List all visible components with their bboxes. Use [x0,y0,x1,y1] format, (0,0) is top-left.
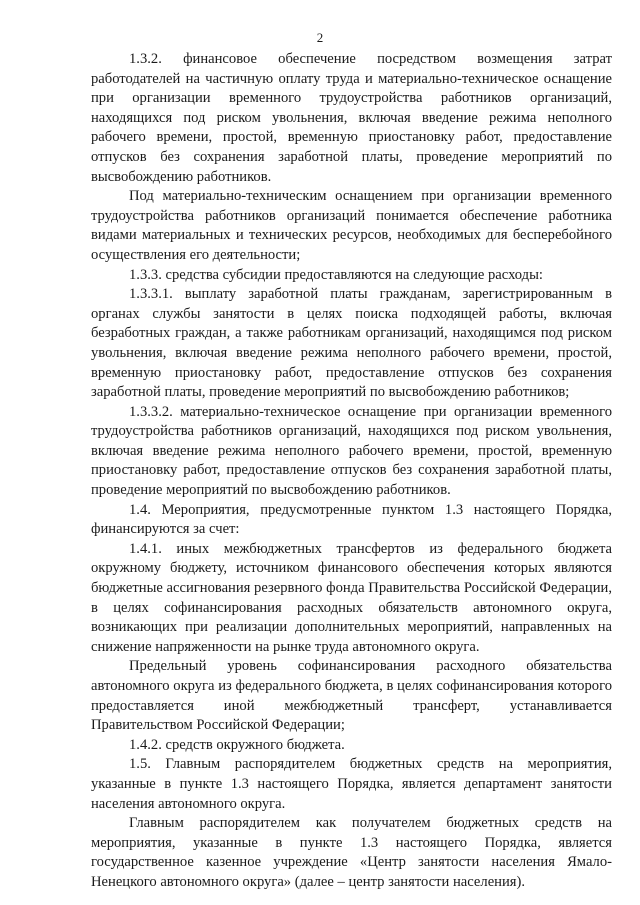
paragraph-1-4: 1.4. Мероприятия, предусмотренные пунктом 1.3 настоящего Порядка, финансируются за счет: [91,501,612,538]
paragraph-1-3-3: 1.3.3. средства субсидии предоставляются на следующие расходы: [129,266,543,283]
paragraph-main-recipient: Главным распорядителем как получателем бюджетных средств на мероприятия, указанные в пункте 1.3 настоящего Порядка, является государственное казенное учреждение «Центр занятости населения Ямало-Ненецкого автономного округа» (далее – центр занятости населения). [91,815,612,890]
page-number: 2 [316,30,324,45]
paragraph-cofinancing-level: Предельный уровень софинансирования расходного обязательства автономного округа из федерального бюджета, в целях софинансирования которого предоставляется иной межбюджетный трансферт, устанавливается Правительством Российской Федерации; [91,658,612,734]
paragraph-1-4-1: 1.4.1. иных межбюджетных трансфертов из федерального бюджета окружному бюджету, источником финансового обеспечения которых являются бюджетные ассигнования резервного фонда Правительства Российской Федерации, в целях софинансирования расходных обязательств автономного округа, возникающих при реализации дополнительных мероприятий, направленных на снижение напряженности на рынке труда автономного округа. [91,540,612,655]
paragraph-1-4-2: 1.4.2. средств окружного бюджета. [129,736,345,753]
document-body [91,50,612,893]
paragraph-1-5: 1.5. Главным распорядителем бюджетных средств на мероприятия, указанные в пункте 1.3 настоящего Порядка, является департамент занятости населения автономного округа. [91,756,612,812]
paragraph-1-3-3-2: 1.3.3.2. материально-техническое оснащение при организации временного трудоустройства работников организаций, находящихся под риском увольнения, включая введение режима неполного рабочего времени, простой, временную приостановку работ, предоставление отпусков без сохранения заработной платы, проведение мероприятий по высвобождению работников. [91,403,612,499]
paragraph-1-3-3-1: 1.3.3.1. выплату заработной платы гражданам, зарегистрированным в органах службы занятости в целях поиска подходящей работы, включая безработных граждан, а также работникам организаций, находящимся под риском увольнения, включая введение режима неполного рабочего времени, простой, временную приостановку работ, предоставление отпусков без сохранения заработной платы, проведение мероприятий по высвобождению работников; [91,286,612,401]
paragraph-1-3-2: 1.3.2. финансовое обеспечение посредством возмещения затрат работодателей на частичную оплату труда и материально-техническое оснащение при организации временного трудоустройства работников организаций, находящихся под риском увольнения, включая введение режима неполного рабочего времени, простой, временную приостановку работ, предоставление отпусков без сохранения заработной платы, проведение мероприятий по высвобождению работников. [91,51,612,185]
paragraph-material-definition: Под материально-техническим оснащением при организации временного трудоустройства работников организаций понимается обеспечение работника видами материальных и технических ресурсов, необходимых для бесперебойного осуществления его деятельности; [91,188,612,263]
